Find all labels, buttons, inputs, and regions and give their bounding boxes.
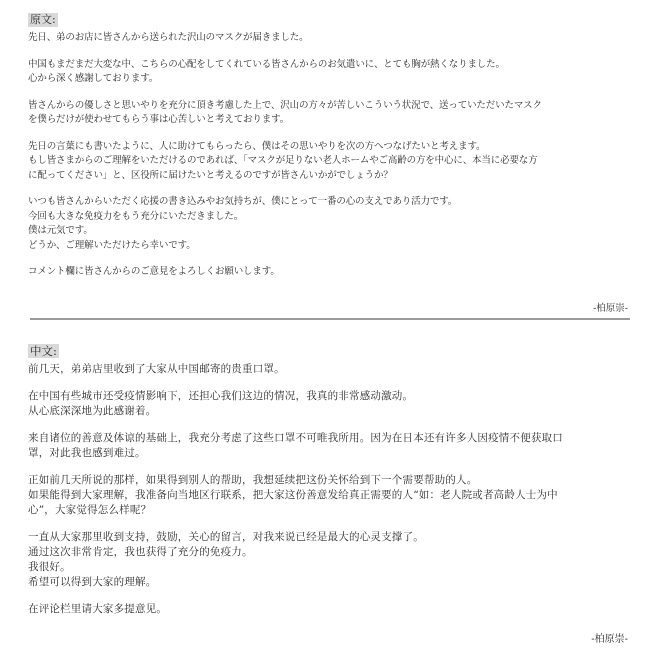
text-line: 正如前几天所说的那样，如果得到别人的帮助，我想延续把这份关怀给到下一个需要帮助的人。 bbox=[28, 474, 478, 486]
chinese-text-section bbox=[28, 340, 628, 645]
paragraph bbox=[28, 99, 628, 128]
text-line: 皆さんからの優しさと思いやりを充分に頂き考慮した上で、沢山の方々が苦しいこういう状況で、送っていただいたマスク bbox=[28, 99, 542, 111]
text-line: 心”，大家觉得怎么样呢？ bbox=[28, 504, 152, 516]
paragraph bbox=[28, 389, 628, 419]
section-divider bbox=[30, 318, 630, 320]
text-line: 一直从大家那里收到支持，鼓励，关心的留言，对我来说已经是最大的心灵支撑了。 bbox=[28, 531, 424, 543]
text-line: 通过这次非常肯定，我也获得了充分的免疫力。 bbox=[28, 546, 253, 558]
text-line: いつも皆さんからいただく応援の書き込みやお気持ちが、僕にとって一番の心の支えであり活力です。 bbox=[28, 196, 458, 207]
paragraph bbox=[28, 602, 628, 617]
paragraph bbox=[28, 195, 628, 253]
paragraph bbox=[28, 265, 628, 280]
text-line: 希望可以得到大家的理解。 bbox=[28, 576, 157, 588]
paragraph bbox=[28, 58, 628, 87]
text-line: 我很好。 bbox=[28, 561, 71, 573]
text-line: 在评论栏里请大家多提意见。 bbox=[28, 603, 168, 615]
text-line: を僕らだけが使わせてもらう事は心苦しいと考えております。 bbox=[28, 114, 290, 125]
paragraph bbox=[28, 140, 628, 184]
text-line: 在中国有些城市还受疫情影响下，还担心我们这边的情况，我真的非常感动激动。 bbox=[28, 390, 414, 402]
text-line: 前几天，弟弟店里收到了大家从中国邮寄的贵重口罩。 bbox=[28, 363, 285, 375]
text-line: 中国もまだまだ大変な中、こちらの心配をしてくれている皆さんからのお気遣いに、とても胸が熱くなりました。 bbox=[28, 58, 505, 70]
original-signature: -柏原崇- bbox=[593, 303, 628, 314]
text-line: 罩，对此我也感到难过。 bbox=[28, 447, 146, 459]
chinese-label: 中文: bbox=[30, 344, 57, 358]
paragraph bbox=[28, 362, 628, 377]
original-text-section bbox=[28, 8, 628, 314]
text-line: 僕は元気です。 bbox=[28, 225, 93, 236]
text-line: もし皆さまからのご理解をいただけるのであれば、「マスクが足りない老人ホームやご高齢の方を中心に、本当に必要な方 bbox=[28, 155, 538, 166]
text-line: 今回も大きな免疫力をもう充分にいただきました。 bbox=[28, 210, 244, 222]
text-line: どうか、ご理解いただけたら幸いです。 bbox=[28, 239, 196, 251]
text-line: 如果能得到大家理解，我准备向当地区行联系，把大家这份善意发给真正需要的人“如：老人院或者高龄人士为中 bbox=[28, 489, 558, 501]
text-line: 从心底深深地为此感谢着。 bbox=[28, 405, 157, 417]
original-label: 原文: bbox=[30, 13, 56, 26]
text-line: 先日の言葉にも書いたように、人に助けてもらったら、僕はその思いやりを次の方へつなげたいと考えます。 bbox=[28, 140, 486, 152]
paragraph bbox=[28, 431, 628, 461]
text-line: コメント欄に皆さんからのご意見をよろしくお願いします。 bbox=[28, 266, 280, 277]
text-line: に配ってください」と、区役所に届けたいと考えるのですが皆さんいかがでしょうか？ bbox=[28, 169, 393, 181]
chinese-signature: -柏原崇- bbox=[591, 634, 628, 645]
text-line: 来自诸位的善意及体谅的基础上，我充分考虑了这些口罩不可唯我所用。因为在日本还有许多人因疫情不便获取口 bbox=[28, 432, 563, 444]
paragraph bbox=[28, 31, 628, 46]
paragraph bbox=[28, 473, 628, 518]
text-line: 心から深く感謝しております。 bbox=[28, 73, 159, 84]
text-line: 先日、弟のお店に皆さんから送られた沢山のマスクが届きました。 bbox=[28, 32, 309, 43]
paragraph bbox=[28, 530, 628, 590]
